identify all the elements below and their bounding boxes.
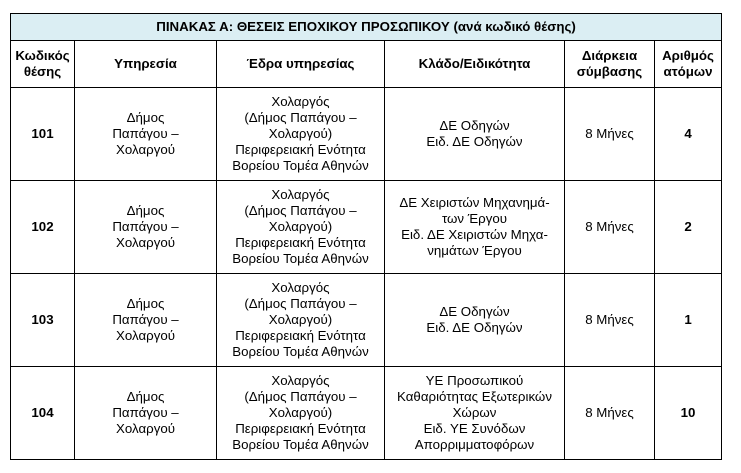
cell-specialty <box>385 367 565 460</box>
cell-specialty-line: Ειδ. ΔΕ Χειριστών Μηχα- <box>401 227 548 242</box>
cell-location-line: Βορείου Τομέα Αθηνών <box>232 344 369 359</box>
cell-count: 2 <box>655 181 722 274</box>
cell-location-line: Βορείου Τομέα Αθηνών <box>232 251 369 266</box>
cell-service-line: Δήμος <box>126 296 165 311</box>
cell-location-line: Χολαργού) <box>268 126 333 141</box>
cell-location-line: Χολαργού) <box>268 405 333 420</box>
cell-code: 104 <box>11 367 75 460</box>
cell-service-line: Χολαργού <box>115 328 176 343</box>
cell-service-line: Παπάγου – <box>112 405 179 420</box>
cell-service-line: Χολαργού <box>115 421 176 436</box>
cell-location-line: Περιφερειακή Ενότητα <box>235 421 366 436</box>
cell-location-line: Χολαργού) <box>268 312 333 327</box>
cell-service-line: Δήμος <box>126 203 165 218</box>
cell-service-line: Δήμος <box>126 389 165 404</box>
cell-specialty-line: Απορριμματοφόρων <box>414 437 535 452</box>
cell-specialty-line: Χώρων <box>452 405 497 420</box>
cell-location-line: Βορείου Τομέα Αθηνών <box>232 437 369 452</box>
cell-location-line: Περιφερειακή Ενότητα <box>235 328 366 343</box>
cell-specialty <box>385 181 565 274</box>
header-code <box>11 41 75 88</box>
table-row <box>11 274 722 367</box>
cell-service-line: Παπάγου – <box>112 312 179 327</box>
cell-location-line: Χολαργού) <box>268 219 333 234</box>
cell-location-line: Βορείου Τομέα Αθηνών <box>232 158 369 173</box>
table-row <box>11 88 722 181</box>
cell-specialty-line: ΔΕ Οδηγών <box>439 304 510 319</box>
cell-service <box>75 274 217 367</box>
cell-specialty-line: των Έργου <box>441 211 508 226</box>
cell-count: 10 <box>655 367 722 460</box>
cell-location-line: Περιφερειακή Ενότητα <box>235 235 366 250</box>
cell-location-line: (Δήμος Παπάγου – <box>244 110 357 125</box>
cell-service-line: Παπάγου – <box>112 219 179 234</box>
header-duration <box>565 41 655 88</box>
table-header-row <box>11 41 722 88</box>
header-service <box>75 41 217 88</box>
cell-location-line: Χολαργός <box>271 280 330 295</box>
header-service-line: Υπηρεσία <box>114 56 177 71</box>
cell-service-line: Χολαργού <box>115 235 176 250</box>
header-duration-line: Διάρκεια <box>581 48 638 63</box>
cell-duration: 8 Μήνες <box>565 367 655 460</box>
cell-duration: 8 Μήνες <box>565 274 655 367</box>
cell-location-line: Χολαργός <box>271 94 330 109</box>
cell-specialty-line: Ειδ. ΥΕ Συνόδων <box>423 421 526 436</box>
cell-location-line: (Δήμος Παπάγου – <box>244 389 357 404</box>
cell-location-line: Χολαργός <box>271 187 330 202</box>
cell-specialty-line: ΥΕ Προσωπικού <box>425 373 524 388</box>
cell-service-line: Δήμος <box>126 110 165 125</box>
cell-specialty <box>385 88 565 181</box>
cell-duration: 8 Μήνες <box>565 88 655 181</box>
cell-service <box>75 181 217 274</box>
cell-specialty <box>385 274 565 367</box>
cell-location <box>217 88 385 181</box>
table-title-row <box>11 14 722 41</box>
header-count <box>655 41 722 88</box>
cell-code: 101 <box>11 88 75 181</box>
header-specialty <box>385 41 565 88</box>
cell-location-line: Χολαργός <box>271 373 330 388</box>
cell-count: 1 <box>655 274 722 367</box>
positions-table <box>10 13 722 460</box>
cell-location <box>217 181 385 274</box>
table-row <box>11 181 722 274</box>
cell-specialty-line: Καθαριότητας Εξωτερικών <box>397 389 552 404</box>
cell-specialty-line: Ειδ. ΔΕ Οδηγών <box>426 134 523 149</box>
header-duration-line: σύμβασης <box>576 64 643 79</box>
cell-location-line: (Δήμος Παπάγου – <box>244 296 357 311</box>
cell-location <box>217 367 385 460</box>
cell-specialty-line: Ειδ. ΔΕ Οδηγών <box>426 320 523 335</box>
header-specialty-line: Κλάδο/Ειδικότητα <box>418 56 531 71</box>
cell-location-line: (Δήμος Παπάγου – <box>244 203 357 218</box>
cell-service-line: Χολαργού <box>115 142 176 157</box>
cell-service <box>75 88 217 181</box>
cell-service-line: Παπάγου – <box>112 126 179 141</box>
cell-code: 103 <box>11 274 75 367</box>
header-count-line: Αριθμός <box>662 48 714 63</box>
cell-code: 102 <box>11 181 75 274</box>
header-code-line: θέσης <box>23 64 62 79</box>
header-location-line: Έδρα υπηρεσίας <box>246 56 355 71</box>
header-location <box>217 41 385 88</box>
cell-specialty-line: νημάτων Έργου <box>427 243 522 258</box>
cell-location <box>217 274 385 367</box>
header-count-line: ατόμων <box>663 64 713 79</box>
cell-duration: 8 Μήνες <box>565 181 655 274</box>
cell-service <box>75 367 217 460</box>
cell-specialty-line: ΔΕ Χειριστών Μηχανημά- <box>399 195 550 210</box>
cell-specialty-line: ΔΕ Οδηγών <box>439 118 510 133</box>
cell-count: 4 <box>655 88 722 181</box>
header-code-line: Κωδικός <box>15 48 70 63</box>
cell-location-line: Περιφερειακή Ενότητα <box>235 142 366 157</box>
table-title: ΠΙΝΑΚΑΣ Α: ΘΕΣΕΙΣ ΕΠΟΧΙΚΟΥ ΠΡΟΣΩΠΙΚΟΥ (ανά κωδικό θέσης) <box>11 14 722 41</box>
table-row <box>11 367 722 460</box>
